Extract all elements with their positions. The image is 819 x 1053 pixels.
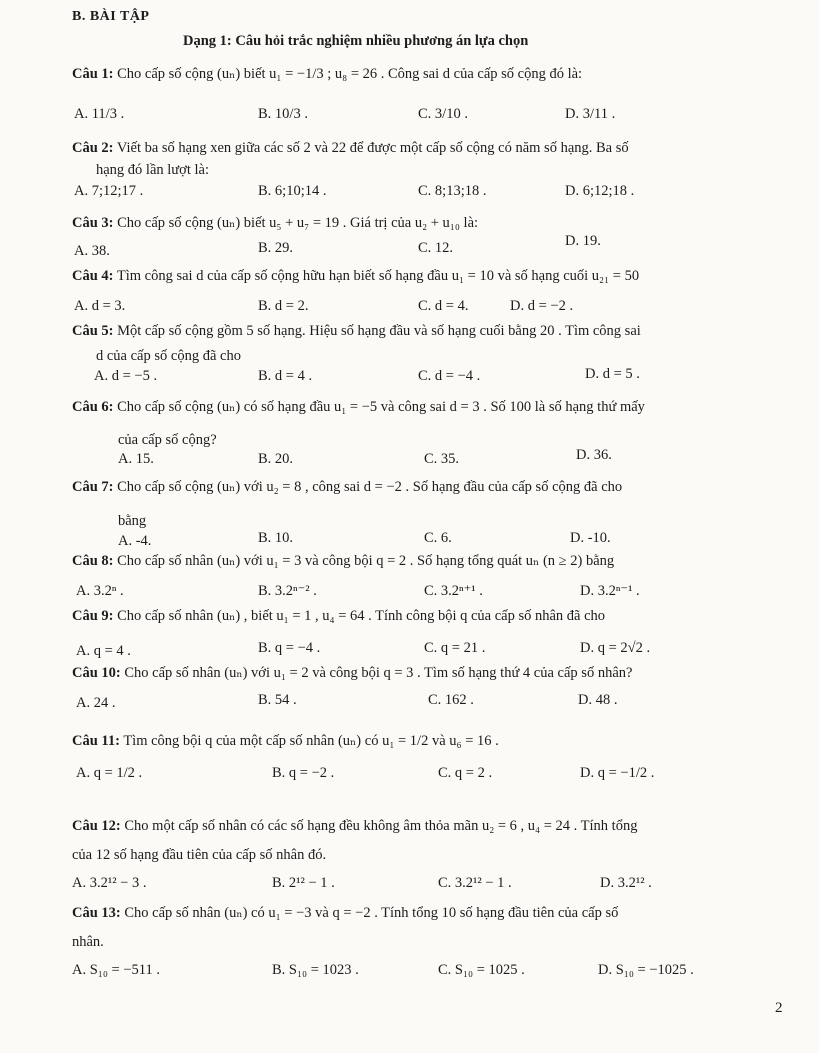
question-text: Cho một cấp số nhân có các số hạng đều không âm thỏa mãn u₂ = 6 , u₄ = 24 . Tính tổng bbox=[124, 818, 638, 834]
option-c: C. 162 . bbox=[428, 692, 474, 708]
option-b: B. d = 2. bbox=[258, 298, 309, 314]
option-a: A. 3.2¹² − 3 . bbox=[72, 875, 147, 891]
question-text-continued: của cấp số cộng? bbox=[118, 432, 217, 448]
option-a: A. d = −5 . bbox=[94, 368, 158, 384]
option-c: C. S₁₀ = 1025 . bbox=[438, 962, 525, 978]
option-d: D. d = 5 . bbox=[585, 366, 640, 382]
option-b: B. 54 . bbox=[258, 692, 297, 708]
question-text: Cho cấp số nhân (uₙ) với u₁ = 2 và công bội q = 3 . Tìm số hạng thứ 4 của cấp số nhân? bbox=[124, 665, 633, 681]
question-text: Cho cấp số cộng (uₙ) biết u₅ + u₇ = 19 . Giá trị của u₂ + u₁₀ là: bbox=[117, 215, 479, 231]
option-a: A. q = 1/2 . bbox=[76, 765, 143, 781]
option-b: B. 10. bbox=[258, 530, 294, 546]
question-8 bbox=[72, 553, 614, 570]
page-number: 2 bbox=[775, 1000, 783, 1016]
question-label: Câu 5: bbox=[72, 323, 114, 339]
question-text: Tìm công bội q của một cấp số nhân (uₙ) có u₁ = 1/2 và u₆ = 16 . bbox=[123, 733, 499, 749]
option-b: B. d = 4 . bbox=[258, 368, 313, 384]
question-text: Cho cấp số cộng (uₙ) với u₂ = 8 , công sai d = −2 . Số hạng đầu của cấp số cộng đã cho bbox=[117, 479, 623, 495]
question-3 bbox=[72, 215, 478, 232]
option-b: B. 29. bbox=[258, 240, 294, 256]
question-1 bbox=[72, 66, 582, 83]
question-text: Viết ba số hạng xen giữa các số 2 và 22 để được một cấp số cộng có năm số hạng. Ba số bbox=[116, 140, 629, 156]
question-text: Tìm công sai d của cấp số cộng hữu hạn biết số hạng đầu u₁ = 10 và số hạng cuối u₂₁ = 50 bbox=[116, 268, 640, 284]
question-12 bbox=[72, 818, 637, 835]
option-a: A. 15. bbox=[118, 451, 154, 467]
option-c: C. 8;13;18 . bbox=[418, 183, 487, 199]
option-c: C. 12. bbox=[418, 240, 454, 256]
question-label: Câu 4: bbox=[72, 268, 114, 284]
question-label: Câu 3: bbox=[72, 215, 114, 231]
question-text-continued: nhân. bbox=[72, 934, 104, 950]
question-10 bbox=[72, 665, 632, 682]
question-label: Câu 8: bbox=[72, 553, 114, 569]
option-d: D. 3/11 . bbox=[565, 106, 616, 122]
option-d: D. 19. bbox=[565, 233, 601, 249]
question-text-continued: bằng bbox=[118, 513, 147, 529]
question-text-continued: d của cấp số cộng đã cho bbox=[96, 348, 241, 364]
question-text-continued: của 12 số hạng đầu tiên của cấp số nhân đó. bbox=[72, 847, 327, 863]
option-a: A. S₁₀ = −511 . bbox=[72, 962, 160, 978]
option-b: B. S₁₀ = 1023 . bbox=[272, 962, 359, 978]
option-a: A. q = 4 . bbox=[76, 643, 131, 659]
question-text: Một cấp số cộng gồm 5 số hạng. Hiệu số hạng đầu và số hạng cuối bằng 20 . Tìm công sai bbox=[117, 323, 641, 339]
question-label: Câu 12: bbox=[72, 818, 121, 834]
option-a: A. -4. bbox=[118, 533, 152, 549]
subtitle: Dạng 1: Câu hỏi trắc nghiệm nhiều phương án lựa chọn bbox=[183, 33, 529, 49]
option-c: C. d = 4. bbox=[418, 298, 469, 314]
option-b: B. q = −2 . bbox=[272, 765, 335, 781]
option-d: D. 3.2ⁿ⁻¹ . bbox=[580, 583, 640, 599]
option-a: A. 24 . bbox=[76, 695, 116, 711]
question-text: Cho cấp số nhân (uₙ) có u₁ = −3 và q = −2 . Tính tổng 10 số hạng đầu tiên của cấp số bbox=[124, 905, 619, 921]
option-b: B. 3.2ⁿ⁻² . bbox=[258, 583, 317, 599]
option-b: B. 2¹² − 1 . bbox=[272, 875, 335, 891]
option-d: D. 3.2¹² . bbox=[600, 875, 652, 891]
question-label: Câu 1: bbox=[72, 66, 114, 82]
question-label: Câu 6: bbox=[72, 399, 114, 415]
option-c: C. q = 2 . bbox=[438, 765, 493, 781]
option-a: A. 3.2ⁿ . bbox=[76, 583, 124, 599]
option-a: A. d = 3. bbox=[74, 298, 126, 314]
question-2 bbox=[72, 140, 629, 157]
question-label: Câu 2: bbox=[72, 140, 114, 156]
option-b: B. 6;10;14 . bbox=[258, 183, 327, 199]
option-d: D. 36. bbox=[576, 447, 612, 463]
question-text-continued: hạng đó lần lượt là: bbox=[96, 162, 209, 178]
question-4 bbox=[72, 268, 639, 285]
question-5 bbox=[72, 323, 641, 340]
option-d: D. 48 . bbox=[578, 692, 618, 708]
question-13 bbox=[72, 905, 618, 922]
question-text: Cho cấp số nhân (uₙ) với u₁ = 3 và công bội q = 2 . Số hạng tổng quát uₙ (n ≥ 2) bằng bbox=[117, 553, 615, 569]
option-d: D. 6;12;18 . bbox=[565, 183, 635, 199]
question-6 bbox=[72, 399, 645, 416]
question-text: Cho cấp số nhân (uₙ) , biết u₁ = 1 , u₄ = 64 . Tính công bội q của cấp số nhân đã cho bbox=[117, 608, 606, 624]
option-a: A. 7;12;17 . bbox=[74, 183, 144, 199]
option-b: B. 20. bbox=[258, 451, 294, 467]
option-c: C. 3.2¹² − 1 . bbox=[438, 875, 512, 891]
question-11 bbox=[72, 733, 499, 750]
section-title: B. BÀI TẬP bbox=[72, 9, 150, 24]
option-d: D. d = −2 . bbox=[510, 298, 574, 314]
question-label: Câu 13: bbox=[72, 905, 121, 921]
question-label: Câu 7: bbox=[72, 479, 114, 495]
option-c: C. 6. bbox=[424, 530, 452, 546]
option-c: C. 35. bbox=[424, 451, 460, 467]
question-label: Câu 9: bbox=[72, 608, 114, 624]
question-text: Cho cấp số cộng (uₙ) biết u₁ = −1/3 ; u₈ = 26 . Công sai d của cấp số cộng đó là: bbox=[117, 66, 583, 82]
option-c: C. q = 21 . bbox=[424, 640, 486, 656]
option-a: A. 38. bbox=[74, 243, 110, 259]
option-c: C. 3/10 . bbox=[418, 106, 468, 122]
option-d: D. S₁₀ = −1025 . bbox=[598, 962, 694, 978]
option-c: C. 3.2ⁿ⁺¹ . bbox=[424, 583, 483, 599]
option-a: A. 11/3 . bbox=[74, 106, 125, 122]
option-b: B. q = −4 . bbox=[258, 640, 321, 656]
option-d: D. -10. bbox=[570, 530, 611, 546]
option-b: B. 10/3 . bbox=[258, 106, 308, 122]
question-label: Câu 11: bbox=[72, 733, 120, 749]
option-d: D. q = 2√2 . bbox=[580, 640, 651, 656]
question-7 bbox=[72, 479, 622, 496]
option-c: C. d = −4 . bbox=[418, 368, 481, 384]
option-d: D. q = −1/2 . bbox=[580, 765, 655, 781]
question-label: Câu 10: bbox=[72, 665, 121, 681]
question-9 bbox=[72, 608, 605, 625]
question-text: Cho cấp số cộng (uₙ) có số hạng đầu u₁ = −5 và công sai d = 3 . Số 100 là số hạng thứ mấy bbox=[117, 399, 645, 415]
